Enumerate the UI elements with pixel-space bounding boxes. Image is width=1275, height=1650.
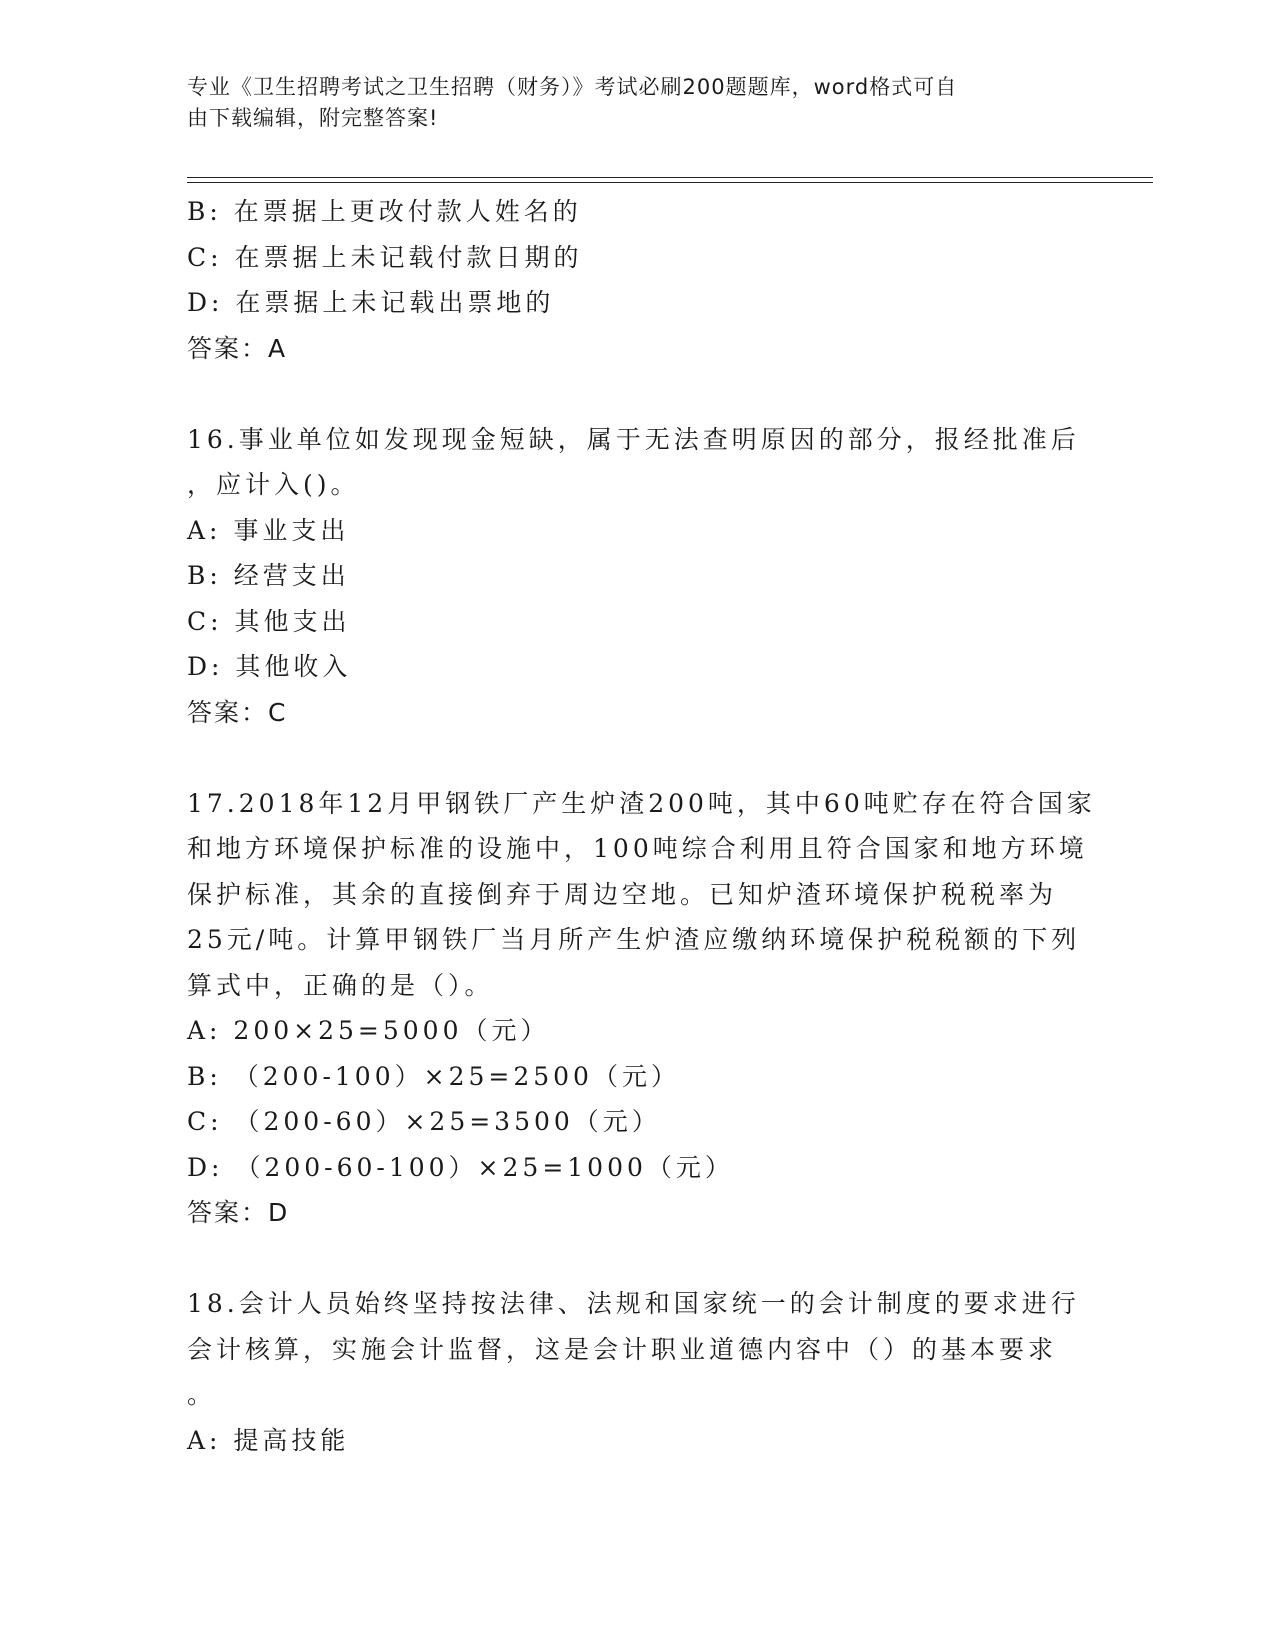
question-block-18 [187, 1281, 1087, 1463]
option-a: A: 200×25=5000（元） [187, 1016, 550, 1045]
question-stem-line: 。 [187, 1380, 217, 1409]
question-stem-line: 保护标准，其余的直接倒弃于周边空地。已知炉渣环境保护税税率为 [187, 879, 1058, 909]
answer-line: 答案：C [187, 697, 288, 727]
question-block-17 [187, 781, 1096, 1236]
question-stem-line: 算式中，正确的是（）。 [187, 970, 494, 1000]
option-c: C: 其他支出 [187, 606, 351, 636]
question-list [187, 189, 1096, 1463]
question-stem-line: ，应计入()。 [187, 470, 360, 499]
header-line-1: 专业《卫生招聘考试之卫生招聘（财务）》考试必刷200题题库，word格式可自 [187, 75, 958, 99]
question-stem-line: 18.会计人员始终坚持按法律、法规和国家统一的会计制度的要求进行 [187, 1289, 1080, 1318]
question-stem-line: 和地方环境保护标准的设施中，100吨综合利用且符合国家和地方环境 [187, 834, 1088, 863]
option-a: A: 事业支出 [187, 515, 350, 545]
header-divider-top [187, 177, 1153, 178]
option-d: D: （200-60-100）×25=1000（元） [187, 1152, 734, 1182]
answer-line: 答案：D [187, 1198, 290, 1227]
option-b: B: 在票据上更改付款人姓名的 [187, 197, 582, 226]
question-stem-line: 17.2018年12月甲钢铁厂产生炉渣200吨，其中60吨贮存在符合国家 [187, 788, 1096, 818]
option-b: B: （200-100）×25=2500（元） [187, 1061, 680, 1091]
option-d: D: 其他收入 [187, 652, 352, 681]
header-line-2: 由下载编辑，附完整答案! [187, 106, 439, 130]
option-d: D: 在票据上未记载出票地的 [187, 288, 555, 317]
document-header [187, 72, 1067, 134]
option-a: A: 提高技能 [187, 1425, 350, 1455]
question-stem-line: 会计核算，实施会计监督，这是会计职业道德内容中（）的基本要求 [187, 1334, 1058, 1364]
answer-line: 答案：A [187, 333, 288, 363]
question-block-16 [187, 417, 1087, 736]
option-c: C: （200-60）×25=3500（元） [187, 1107, 661, 1136]
question-stem-line: 25元/吨。计算甲钢铁厂当月所产生炉渣应缴纳环境保护税税额的下列 [187, 925, 1081, 954]
question-block-prev [187, 189, 1087, 371]
header-divider-bottom [187, 182, 1153, 183]
option-b: B: 经营支出 [187, 561, 350, 590]
question-stem-line: 16.事业单位如发现现金短缺，属于无法查明原因的部分，报经批准后 [187, 424, 1080, 454]
option-c: C: 在票据上未记载付款日期的 [187, 242, 583, 272]
